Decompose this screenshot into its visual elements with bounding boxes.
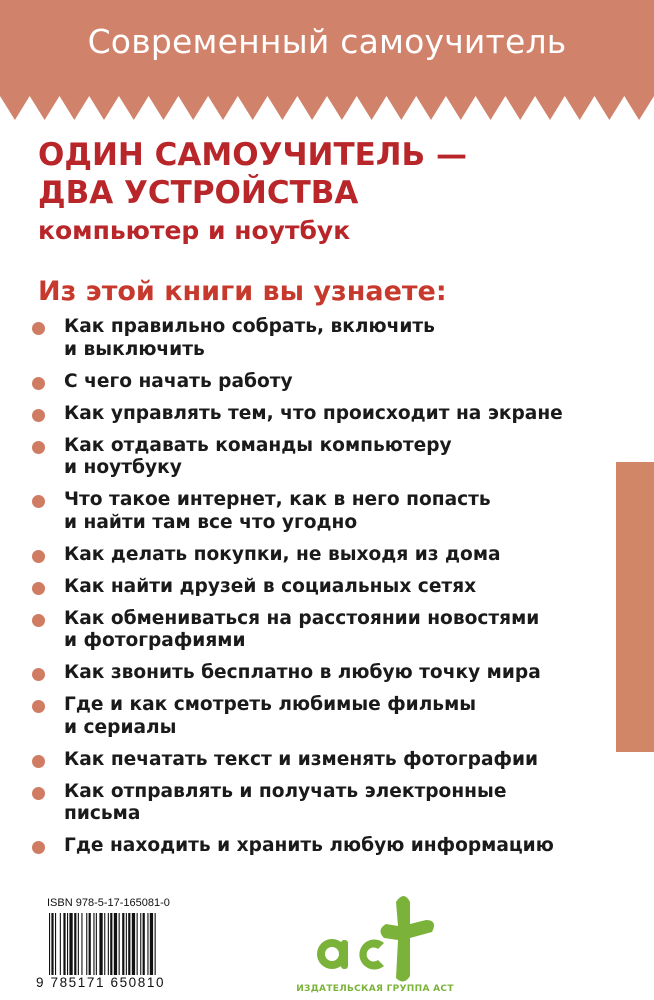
list-item xyxy=(32,662,612,685)
barcode-bar xyxy=(96,913,97,975)
headline xyxy=(38,136,467,212)
bullet-icon xyxy=(32,550,45,563)
list-item xyxy=(32,489,612,534)
list-item xyxy=(32,435,612,480)
list-item xyxy=(32,694,612,739)
item-text: Где находить и хранить любую информацию xyxy=(64,835,554,856)
bullet-icon xyxy=(32,700,45,713)
barcode-bar xyxy=(81,913,82,975)
barcode-bar xyxy=(128,913,130,975)
barcode-bar xyxy=(132,913,135,975)
isbn-label: ISBN 978-5-17-165081-0 xyxy=(47,897,170,909)
item-text-cont: и сериалы xyxy=(64,716,177,738)
publisher-name: ИЗДАТЕЛЬСКАЯ ГРУППА АСТ xyxy=(296,984,454,994)
barcode-bar xyxy=(55,913,56,975)
barcode-digits: 9 785171 650810 xyxy=(36,975,166,990)
barcode-bar xyxy=(114,913,117,975)
headline-line-1: ОДИН САМОУЧИТЕЛЬ — xyxy=(38,137,467,173)
barcode-bar xyxy=(74,913,76,975)
barcode-bar xyxy=(78,913,79,975)
item-text: Как найти друзей в социальных сетях xyxy=(64,575,477,597)
series-title: Современный самоучитель xyxy=(87,22,567,61)
item-text-cont: и найти там все что угодно xyxy=(64,511,358,533)
barcode-bar xyxy=(108,913,109,975)
headline-line-2: ДВА УСТРОЙСТВА xyxy=(38,175,359,211)
barcode-bar xyxy=(126,913,127,975)
bullet-icon xyxy=(32,668,45,681)
side-color-tab xyxy=(616,462,654,752)
barcode-bar xyxy=(63,913,65,975)
list-item xyxy=(32,835,612,858)
subheadline: компьютер и ноутбук xyxy=(38,216,351,245)
barcode-bar xyxy=(99,913,102,975)
barcode-block xyxy=(33,895,208,993)
bullet-icon xyxy=(32,377,45,390)
barcode-bar xyxy=(143,913,145,975)
list-item xyxy=(32,576,612,599)
bullet-icon xyxy=(32,582,45,595)
bullet-icon xyxy=(32,495,45,508)
publisher-logo xyxy=(292,880,462,1000)
item-text: Что такое интернет, как в него попасть xyxy=(64,489,491,510)
item-text: Как управлять тем, что происходит на экране xyxy=(64,402,563,424)
item-text: Как звонить бесплатно в любую точку мира xyxy=(64,662,541,683)
barcode-icon xyxy=(47,913,202,977)
barcode-bar xyxy=(104,913,105,975)
item-text: Как обмениваться на расстоянии новостями xyxy=(64,607,540,629)
feature-list xyxy=(32,316,612,867)
bullet-icon xyxy=(32,409,45,422)
barcode-bar xyxy=(67,913,68,975)
act-logo-icon xyxy=(317,896,434,982)
header-banner xyxy=(0,0,654,145)
barcode-bar xyxy=(49,913,50,975)
item-text-cont: письма xyxy=(64,803,141,824)
list-item xyxy=(32,544,612,567)
list-item xyxy=(32,371,612,394)
item-text: Как отправлять и получать электронные xyxy=(64,780,507,802)
barcode-bar xyxy=(110,913,112,975)
barcode-bar xyxy=(51,913,53,975)
barcode-bar xyxy=(137,913,138,975)
intro-heading: Из этой книги вы узнаете: xyxy=(38,276,447,307)
bullet-icon xyxy=(32,755,45,768)
barcode-bar xyxy=(69,913,72,975)
bullet-icon xyxy=(32,614,45,627)
item-text-cont: и выключить xyxy=(64,338,205,360)
list-item xyxy=(32,316,612,361)
item-text: Как печатать текст и изменять фотографии xyxy=(64,748,539,770)
item-text: Где и как смотреть любимые фильмы xyxy=(64,694,477,715)
barcode-bar xyxy=(140,913,141,975)
bullet-icon xyxy=(32,787,45,800)
bullet-icon xyxy=(32,441,45,454)
bullet-icon xyxy=(32,841,45,854)
barcode-bar xyxy=(150,913,153,975)
barcode-bar xyxy=(89,913,91,975)
list-item xyxy=(32,781,612,826)
barcode-bar xyxy=(122,913,124,975)
barcode-bar xyxy=(60,913,61,975)
item-text: Как правильно собрать, включить xyxy=(64,316,435,337)
barcode-bar xyxy=(119,913,120,975)
item-text: Как отдавать команды компьютеру xyxy=(64,434,452,456)
list-item xyxy=(32,608,612,653)
item-text: Как делать покупки, не выходя из дома xyxy=(64,543,501,565)
item-text-cont: и ноутбуку xyxy=(64,457,182,478)
barcode-bar xyxy=(86,913,87,975)
item-text-cont: и фотографиями xyxy=(64,630,246,651)
list-item xyxy=(32,403,612,426)
item-text: С чего начать работу xyxy=(64,370,293,392)
barcode-bar xyxy=(147,913,148,975)
barcode-bar xyxy=(155,913,156,975)
bullet-icon xyxy=(32,322,45,335)
list-item xyxy=(32,749,612,772)
barcode-bar xyxy=(93,913,94,975)
